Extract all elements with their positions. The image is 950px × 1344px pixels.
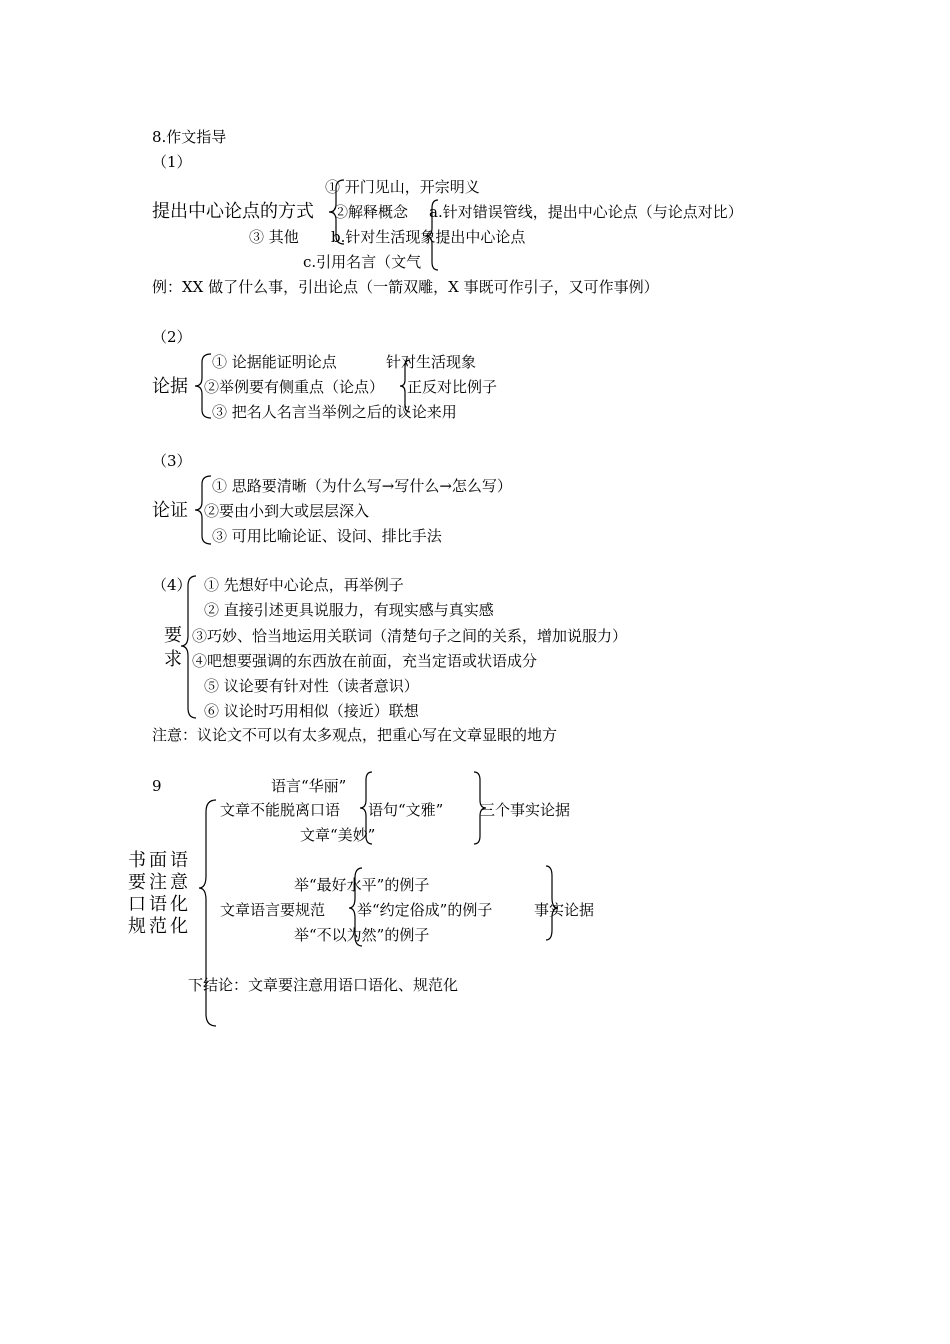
part-4-item-3: ③巧妙、恰当地运用关联词（清楚句子之间的关系，增加说服力） [192,627,628,645]
part-4-label: 要求 [164,625,182,670]
branch-2-item-3: 举“不以为然”的例子 [294,926,430,944]
part-2-item-3: ③ 把名人名言当举例之后的议论来用 [212,403,457,421]
branch-1-result: 三个事实论据 [480,801,571,819]
part-4-item-5: ⑤ 议论要有针对性（读者意识） [204,677,419,695]
part-1-example: 例：XX 做了什么事，引出论点（一箭双雕，X 事既可作引子，又可作事例） [152,278,659,296]
part-3-item-1: ① 思路要清晰（为什么写→写什么→怎么写） [212,477,512,495]
part-2-number: （2） [152,328,192,346]
part-1-sub-c: c.引用名言（文气 [303,253,422,271]
part-2-sub-2: 正反对比例子 [407,378,498,396]
part-4-item-2: ② 直接引述更具说服力，有现实感与真实感 [204,601,494,619]
section-9-number: 9 [152,777,162,795]
branch-1-item-3: 文章“美妙” [300,826,376,844]
part-4-number: （4） [152,576,192,594]
part-3-number: （3） [152,452,192,470]
part-4-note: 注意：议论文不可以有太多观点，把重心写在文章显眼的地方 [152,726,558,744]
part-1-sub-a: a.针对错误管线，提出中心论点（与论点对比） [429,203,743,221]
section-9-label: 书面语要注意口语化规范化 [128,850,191,937]
part-1-item-3: ③ 其他 [249,228,299,246]
branch-1-item-1: 语言“华丽” [271,777,347,795]
branch-1-label: 文章不能脱离口语 [220,801,341,819]
branch-2-item-1: 举“最好水平”的例子 [294,876,430,894]
part-3-item-3: ③ 可用比喻论证、设问、排比手法 [212,527,442,545]
part-3-label: 论证 [152,500,188,521]
part-1-item-2: ②解释概念 [333,203,409,221]
branch-2-label: 文章语言要规范 [220,901,326,919]
brace-4-main [181,576,196,718]
part-3-item-2: ②要由小到大或层层深入 [204,502,370,520]
part-2-sub-1: 针对生活现象 [386,353,477,371]
part-1-number: （1） [152,153,192,171]
part-4-item-4: ④吧想要强调的东西放在前面，充当定语或状语成分 [192,652,538,670]
branch-2-result: 事实论据 [534,901,595,919]
part-4-item-6: ⑥ 议论时巧用相似（接近）联想 [204,702,419,720]
part-2-item-1: ① 论据能证明论点 [212,353,337,371]
part-1-item-1: ① 开门见山，开宗明义 [325,178,480,196]
section-title: 8.作文指导 [152,128,227,146]
part-2-item-2: ②举例要有侧重点（论点） [204,378,385,396]
part-1-label: 提出中心论点的方式 [152,201,314,222]
branch-2-item-2: 举“约定俗成”的例子 [357,901,493,919]
part-2-label: 论据 [152,376,188,397]
part-1-sub-b: b.针对生活现象提出中心论点 [331,228,526,246]
part-4-item-1: ① 先想好中心论点，再举例子 [204,576,404,594]
branch-1-item-2: 语句“文雅” [368,801,444,819]
section-9-conclusion: 下结论：文章要注意用语口语化、规范化 [188,976,459,994]
